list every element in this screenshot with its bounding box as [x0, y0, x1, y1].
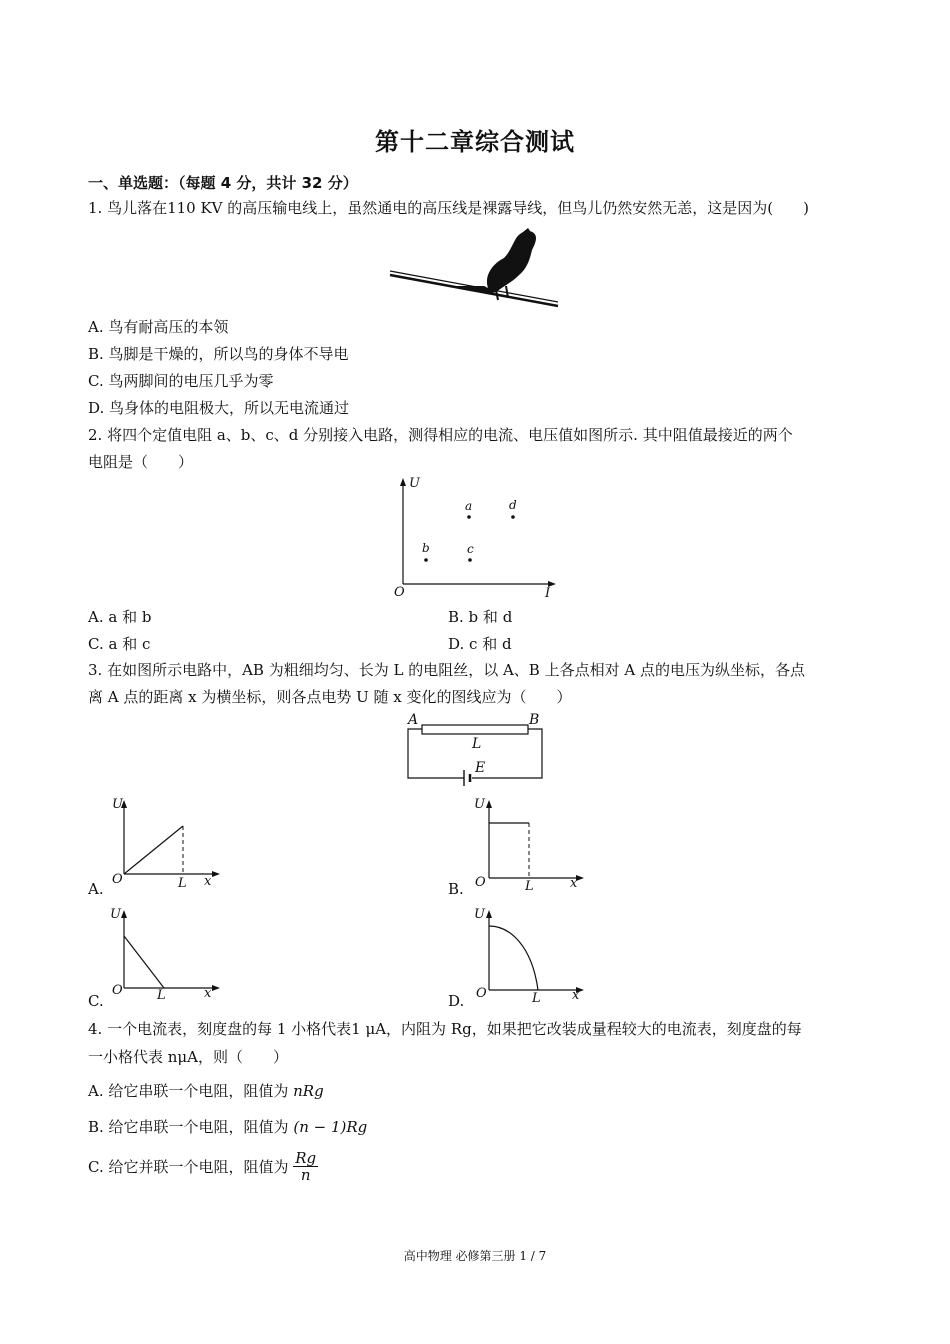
section-heading: 一、单选题：（每题 4 分，共计 32 分） [88, 174, 358, 192]
graph-c-u: U [110, 907, 121, 922]
graph-a-line [124, 826, 183, 874]
q3-graph-b [470, 796, 590, 896]
q4-option-b-math: (n − 1)Rg [293, 1118, 368, 1136]
graph-c-o: O [112, 983, 123, 998]
q4-option-b-text: B. 给它串联一个电阻，阻值为 [88, 1118, 294, 1136]
q3-graph-c [106, 906, 226, 1006]
q2-stem-line-1: 2. 将四个定值电阻 a、b、c、d 分别接入电路，测得相应的电流、电压值如图所示. 其中阻值最接近的两个 [88, 426, 793, 444]
graph-a-x: x [204, 874, 212, 889]
q3-graph-d [470, 906, 590, 1006]
q4-option-c [88, 1150, 318, 1183]
graph-a-u: U [112, 797, 123, 812]
page-title: 第十二章综合测试 [375, 128, 575, 156]
q3-option-b: B. [448, 880, 464, 898]
q1-option-b: B. 鸟脚是干燥的，所以鸟的身体不导电 [88, 345, 349, 363]
graph-b-o: O [475, 875, 486, 890]
q2-label-b: b [422, 541, 430, 555]
graph-a-o: O [112, 872, 123, 887]
graph-d-o: O [476, 986, 487, 1001]
q2-ui-graph [390, 474, 560, 604]
q4-option-c-text: C. 给它并联一个电阻，阻值为 [88, 1158, 294, 1176]
graph-d-curve [489, 926, 538, 990]
q4-option-a [88, 1080, 324, 1101]
q2-label-a: a [465, 499, 473, 513]
q1-option-a: A. 鸟有耐高压的本领 [88, 318, 229, 336]
graph-c-line [124, 936, 164, 988]
q3-stem-line-1: 3. 在如图所示电路中，AB 为粗细均匀、长为 L 的电阻丝，以 A、B 上各点相对 A 点的电压为纵坐标，各点 [88, 661, 805, 679]
graph-c-l: L [157, 988, 166, 1003]
q2-option-b: B. b 和 d [448, 608, 513, 626]
q4-stem-line-1: 4. 一个电流表，刻度盘的每 1 小格代表1 μA，内阻为 Rg，如果把它改装成量程较大的电流表，刻度盘的每 [88, 1020, 802, 1038]
q3-option-a: A. [88, 880, 104, 898]
q3-stem-line-2: 离 A 点的距离 x 为横坐标，则各点电势 U 随 x 变化的图线应为（ ） [88, 688, 572, 706]
q3-option-d: D. [448, 992, 465, 1010]
graph-b-l: L [525, 879, 534, 894]
graph-b-x: x [570, 876, 578, 891]
point-c [468, 558, 472, 562]
graph-a-l: L [178, 876, 187, 891]
q2-option-d: D. c 和 d [448, 635, 512, 653]
q2-option-c: C. a 和 c [88, 635, 151, 653]
q4-option-b [88, 1116, 367, 1137]
graph-d-x: x [572, 988, 580, 1003]
q3-graph-a [106, 796, 226, 896]
q1-option-c: C. 鸟两脚间的电压几乎为零 [88, 372, 274, 390]
point-b [424, 558, 428, 562]
circuit-label-a: A [408, 712, 419, 728]
circuit-label-l: L [472, 736, 482, 752]
q3-circuit-diagram [400, 712, 550, 792]
q2-label-d: d [509, 498, 517, 512]
point-d [511, 515, 515, 519]
q2-axis-u: U [409, 476, 420, 491]
q4-stem-line-2: 一小格代表 nμA，则（ ） [88, 1048, 289, 1066]
q2-stem-line-2: 电阻是（ ） [88, 453, 194, 471]
q2-origin: O [394, 585, 405, 600]
graph-b-u: U [474, 797, 485, 812]
q1-stem: 1. 鸟儿落在110 KV 的高压输电线上，虽然通电的高压线是裸露导线，但鸟儿仍然安然无恙，这是因为( ) [88, 199, 809, 217]
graph-d-l: L [532, 991, 541, 1006]
point-a [467, 515, 471, 519]
graph-d-u: U [474, 907, 485, 922]
page-footer: 高中物理 必修第三册 1 / 7 [403, 1249, 547, 1263]
circuit-label-e: E [475, 760, 486, 776]
graph-c-x: x [204, 986, 212, 1001]
q4-option-c-fraction [293, 1150, 318, 1183]
resistor-wire [422, 725, 528, 734]
q4-option-a-text: A. 给它串联一个电阻，阻值为 [88, 1082, 294, 1100]
circuit-label-b: B [529, 712, 540, 728]
q2-option-a: A. a 和 b [88, 608, 152, 626]
q1-option-d: D. 鸟身体的电阻极大，所以无电流通过 [88, 399, 350, 417]
fraction-numerator: Rg [295, 1149, 317, 1167]
fraction-denominator: n [300, 1166, 311, 1184]
q3-option-c: C. [88, 992, 104, 1010]
q4-option-a-math: nRg [293, 1082, 324, 1100]
bird-on-wire-image [388, 224, 563, 310]
q2-axis-i: I [545, 586, 551, 601]
q2-label-c: c [467, 542, 474, 556]
